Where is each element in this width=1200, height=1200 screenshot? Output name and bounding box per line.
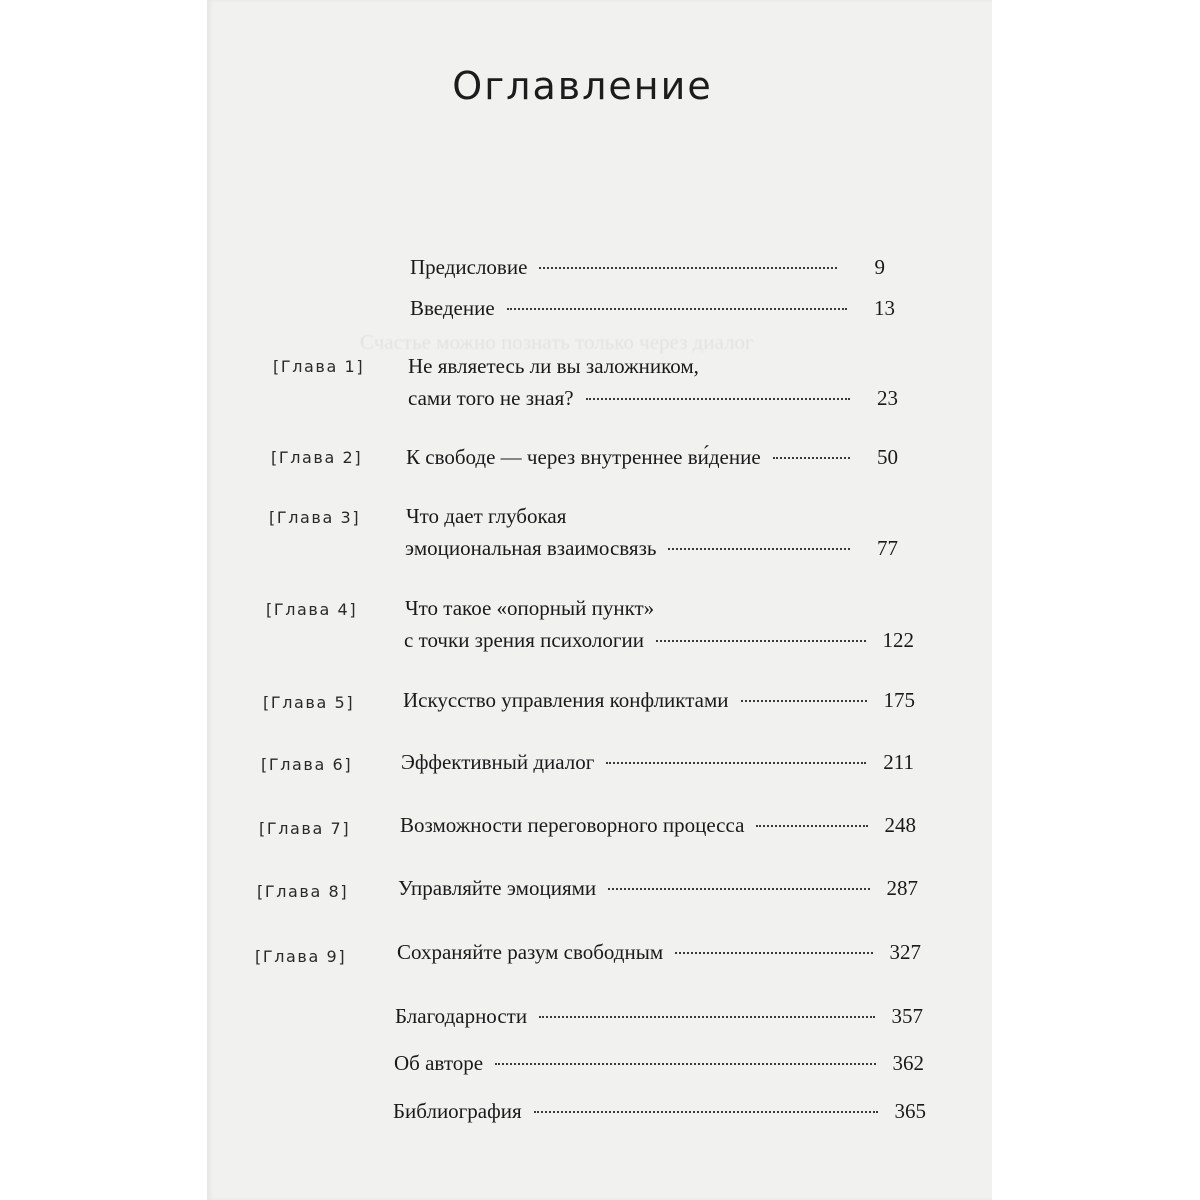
dot-leader bbox=[656, 640, 866, 642]
entry-title-line bbox=[398, 876, 918, 901]
dot-leader bbox=[534, 1111, 878, 1113]
dot-leader bbox=[675, 952, 873, 954]
page-number: 9 bbox=[874, 255, 885, 279]
entry-title-line bbox=[395, 1004, 923, 1029]
entry-title: Предисловие bbox=[410, 255, 528, 279]
entry-title-line bbox=[405, 536, 898, 561]
entry-title-line bbox=[404, 628, 914, 653]
entry-title-line bbox=[406, 445, 898, 470]
dot-leader bbox=[539, 1016, 875, 1018]
dot-leader bbox=[586, 398, 850, 400]
chapter-label: [Глава 7] bbox=[259, 819, 351, 838]
page-number: 287 bbox=[886, 876, 918, 900]
dot-leader bbox=[606, 762, 866, 764]
dot-leader bbox=[756, 825, 868, 827]
entry-title: К свободе — через внутреннее ви́дение bbox=[406, 445, 761, 469]
page-number: 248 bbox=[884, 813, 916, 837]
entry-title-line bbox=[403, 688, 915, 713]
dot-leader bbox=[495, 1063, 876, 1065]
entry-title-line bbox=[410, 296, 895, 321]
entry-title: Управляйте эмоциями bbox=[398, 876, 597, 900]
page-number: 50 bbox=[877, 445, 898, 469]
chapter-label: [Глава 8] bbox=[257, 882, 349, 901]
chapter-label: [Глава 5] bbox=[263, 693, 355, 712]
entry-title-line bbox=[408, 386, 898, 411]
dot-leader bbox=[741, 700, 868, 702]
entry-title: Возможности переговорного процесса bbox=[400, 813, 745, 837]
entry-title-line bbox=[394, 1051, 924, 1076]
page-number: 23 bbox=[877, 386, 898, 410]
entry-title: Об авторе bbox=[394, 1051, 484, 1075]
page-number: 357 bbox=[891, 1004, 923, 1028]
page-number: 327 bbox=[889, 940, 921, 964]
entry-title: сами того не зная? bbox=[408, 386, 574, 410]
chapter-label: [Глава 3] bbox=[269, 508, 361, 527]
chapter-label: [Глава 6] bbox=[261, 755, 353, 774]
entry-title-line bbox=[400, 813, 916, 838]
page-number: 175 bbox=[883, 688, 915, 712]
page-number: 211 bbox=[883, 750, 914, 774]
chapter-label: [Глава 4] bbox=[266, 600, 358, 619]
entry-title-line bbox=[397, 940, 921, 965]
entry-title: Искусство управления конфликтами bbox=[403, 688, 729, 712]
entry-title: с точки зрения психологии bbox=[404, 628, 644, 652]
entry-title: Благодарности bbox=[395, 1004, 528, 1028]
entry-title: эмоциональная взаимосвязь bbox=[405, 536, 657, 560]
dot-leader bbox=[608, 888, 870, 890]
page-number: 122 bbox=[882, 628, 914, 652]
page-title: Оглавление bbox=[452, 64, 713, 108]
chapter-label: [Глава 2] bbox=[271, 448, 363, 467]
dot-leader bbox=[539, 267, 837, 269]
entry-title-line-1: Не являетесь ли вы заложником, bbox=[408, 354, 699, 378]
entry-title: Введение bbox=[410, 296, 495, 320]
page-number: 77 bbox=[877, 536, 898, 560]
entry-title-line-1: Что дает глубокая bbox=[406, 504, 567, 528]
entry-title: Сохраняйте разум свободным bbox=[397, 940, 664, 964]
entry-title: Эффективный диалог bbox=[401, 750, 595, 774]
entry-title-line-1: Что такое «опорный пункт» bbox=[405, 596, 655, 620]
bleed-through-text: Счастье можно познать только через диалог bbox=[360, 330, 754, 354]
chapter-label: [Глава 1] bbox=[273, 357, 365, 376]
dot-leader bbox=[668, 548, 850, 550]
dot-leader bbox=[773, 457, 850, 459]
entry-title: Библиография bbox=[393, 1099, 522, 1123]
page-number: 362 bbox=[892, 1051, 924, 1075]
entry-title-line bbox=[410, 255, 885, 280]
entry-title-line bbox=[401, 750, 914, 775]
chapter-label: [Глава 9] bbox=[255, 947, 347, 966]
page-number: 365 bbox=[894, 1099, 926, 1123]
entry-title-line bbox=[393, 1099, 926, 1124]
page-number: 13 bbox=[874, 296, 895, 320]
dot-leader bbox=[507, 308, 847, 310]
